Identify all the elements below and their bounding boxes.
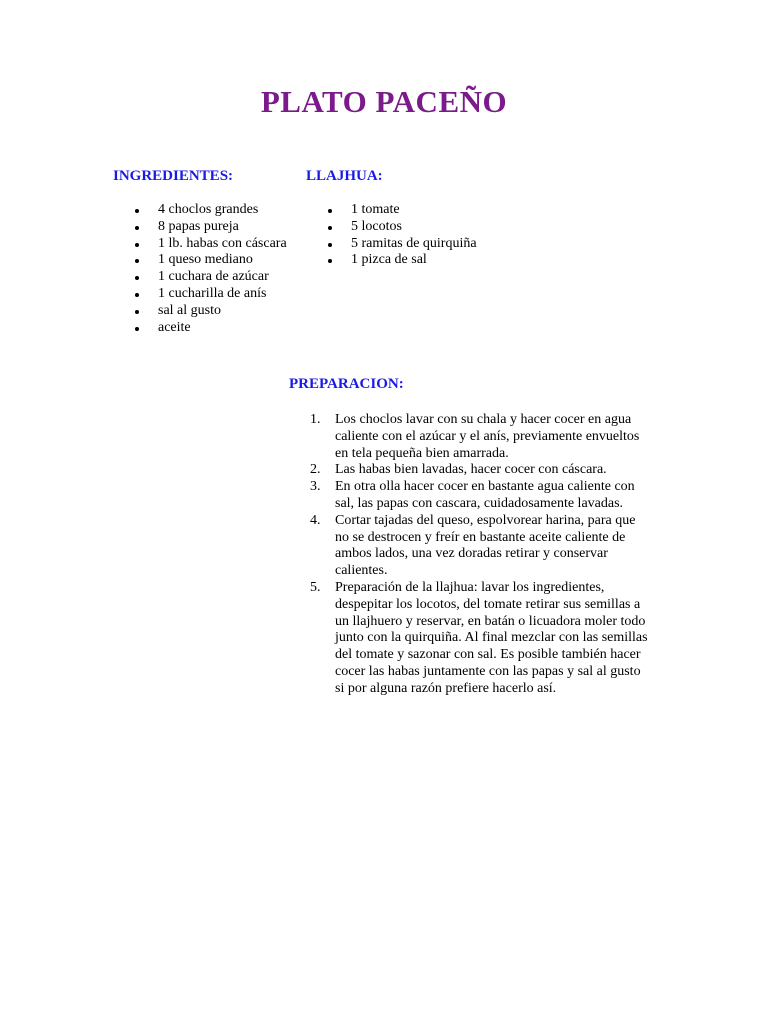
list-item: [135, 286, 287, 303]
step-number: 4.: [310, 512, 321, 528]
step-item: [310, 412, 650, 462]
llajhua-heading: LLAJHUA:: [306, 168, 383, 184]
ingredient-text: aceite: [158, 319, 191, 335]
step-item: [310, 479, 650, 513]
list-item: [135, 320, 287, 337]
step-text: Preparación de la llajhua: lavar los ingredientes, despepitar los locotos, del tomate retirar sus semillas a un llajhuero y reservar, en batán o licuadora moler todo junto con la quirquiña. Al final mezclar con las semillas del tomate y sazonar con sal. Es posible también hacer cocer las habas juntamente con las papas y sal al gusto si por alguna razón prefiere hacerlo así.: [335, 579, 648, 696]
bullet-icon: [328, 226, 332, 230]
bullet-icon: [135, 226, 139, 230]
llajhua-ingredient-text: 5 ramitas de quirquiña: [351, 235, 477, 251]
list-item: [135, 202, 287, 219]
ingredient-text: 1 cucharilla de anís: [158, 285, 267, 301]
list-item: [135, 269, 287, 286]
step-text: Los choclos lavar con su chala y hacer cocer en agua caliente con el azúcar y el anís, previamente envueltos en tela pequeña bien amarrada.: [335, 412, 640, 461]
list-item: [135, 219, 287, 236]
ingredient-text: sal al gusto: [158, 302, 221, 318]
step-item: [310, 580, 650, 698]
list-item: [328, 219, 477, 236]
bullet-icon: [135, 310, 139, 314]
step-number: 2.: [310, 462, 321, 478]
step-text: Las habas bien lavadas, hacer cocer con cáscara.: [335, 462, 607, 478]
list-item: [135, 236, 287, 253]
list-item: [135, 252, 287, 269]
ingredient-text: 1 lb. habas con cáscara: [158, 235, 287, 251]
step-text: Cortar tajadas del queso, espolvorear harina, para que no se destrocen y freír en bastante aceite caliente de ambos lados, una vez doradas retirar y conservar calientes.: [335, 512, 636, 579]
bullet-icon: [135, 293, 139, 297]
page-title: PLATO PACEÑO: [260, 84, 508, 119]
step-number: 3.: [310, 479, 321, 495]
ingredient-text: 4 choclos grandes: [158, 202, 259, 217]
bullet-icon: [328, 259, 332, 263]
bullet-icon: [135, 243, 139, 247]
list-item: [328, 202, 477, 219]
llajhua-ingredient-text: 5 locotos: [351, 218, 402, 234]
llajhua-ingredient-text: 1 tomate: [351, 202, 400, 217]
list-item: [328, 252, 477, 269]
step-number: 5.: [310, 579, 321, 595]
preparacion-heading: PREPARACION:: [289, 376, 404, 392]
step-item: [310, 462, 650, 479]
bullet-icon: [135, 276, 139, 280]
list-item: [135, 303, 287, 320]
ingredientes-list: [135, 202, 287, 336]
ingredient-text: 1 queso mediano: [158, 252, 253, 268]
preparacion-steps: [310, 412, 650, 698]
step-text: En otra olla hacer cocer en bastante agua caliente con sal, las papas con cascara, cuidadosamente lavadas.: [335, 479, 635, 511]
ingredient-text: 1 cuchara de azúcar: [158, 269, 269, 285]
ingredient-text: 8 papas pureja: [158, 218, 239, 234]
step-number: 1.: [310, 412, 321, 427]
bullet-icon: [135, 259, 139, 263]
bullet-icon: [328, 209, 332, 213]
step-item: [310, 513, 650, 580]
bullet-icon: [135, 327, 139, 331]
bullet-icon: [135, 209, 139, 213]
ingredientes-heading: INGREDIENTES:: [113, 168, 234, 184]
bullet-icon: [328, 243, 332, 247]
list-item: [328, 236, 477, 253]
llajhua-list: [328, 202, 477, 269]
llajhua-ingredient-text: 1 pizca de sal: [351, 252, 427, 268]
